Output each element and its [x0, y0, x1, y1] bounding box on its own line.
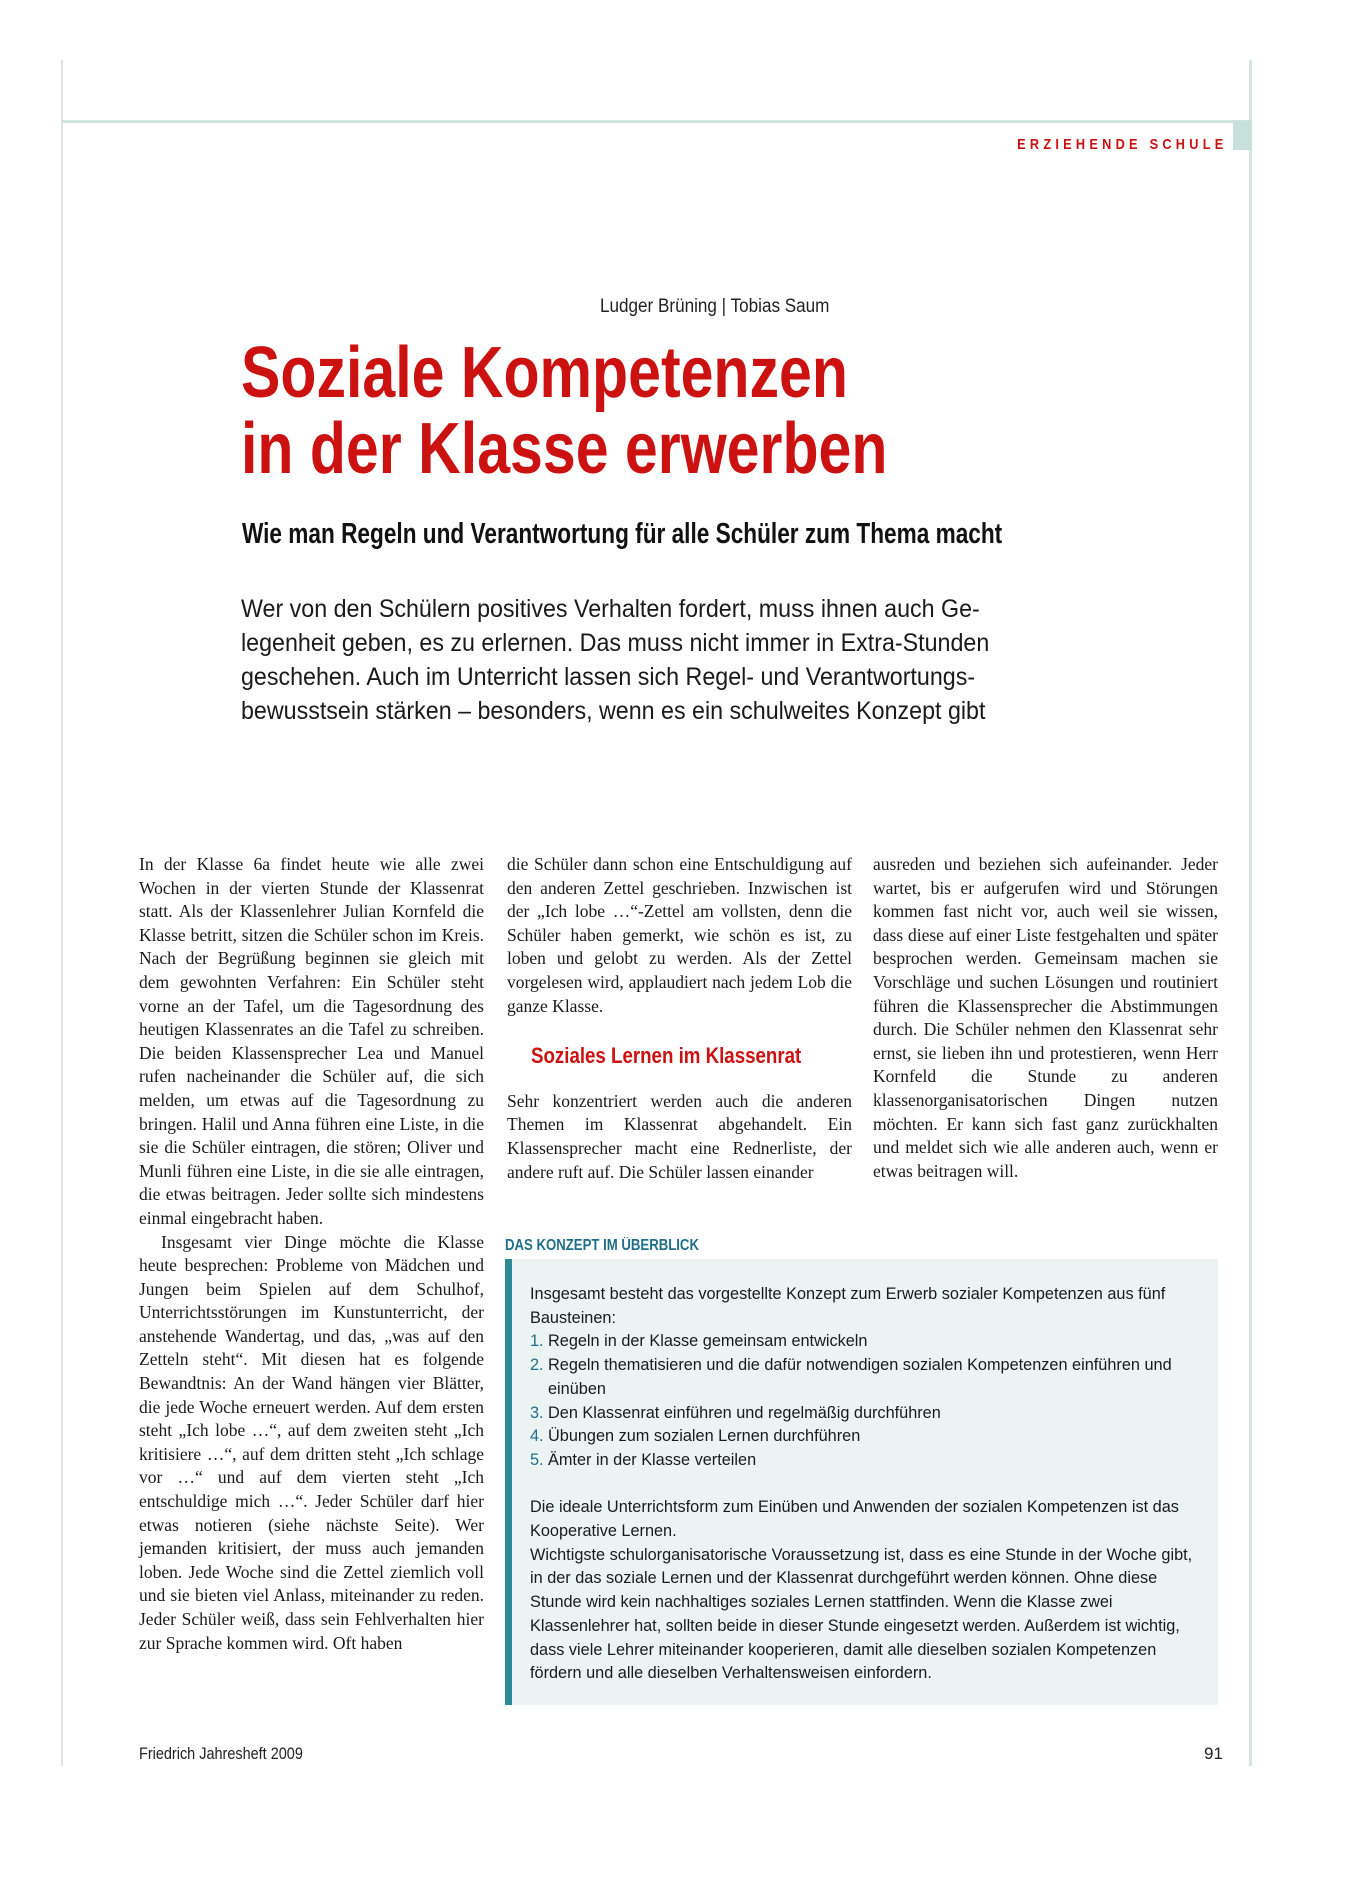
info-box-paragraph: Wichtigste schulorganisatorische Voraussetzung ist, dass es eine Stunde in der Woche gibt, in der das soziale Lernen und der Klassenrat durchgeführt werden können. Ohne diese Stunde wird kein nachhaltiges soziales Lernen stattfinden. Wenn die Klasse zwei Klassenlehrer hat, sollten beide in dieser Stunde eingesetzt werden. Außerdem ist wichtig, dass viele Lehrer miteinander kooperieren, damit alle dieselben sozialen Kompetenzen fördern und alle dieselben Verhaltensweisen einfordern. — [530, 1545, 1193, 1683]
lead-line: Wer von den Schülern positives Verhalten fordert, muss ihnen auch Ge- — [241, 595, 980, 623]
article-lead — [241, 592, 1022, 728]
list-number: 2. — [530, 1356, 544, 1375]
info-box-heading: DAS KONZEPT IM ÜBERBLICK — [505, 1237, 699, 1254]
header-rule — [62, 120, 1252, 123]
info-box-list — [530, 1330, 1198, 1472]
info-box-list-item — [530, 1425, 1198, 1449]
list-text: Regeln in der Klasse gemeinsam entwickeln — [548, 1332, 868, 1351]
body-column-3 — [873, 853, 1218, 1183]
section-tab-marker — [1233, 121, 1252, 150]
info-box-list-item — [530, 1449, 1198, 1473]
info-box-list-item — [530, 1402, 1198, 1426]
article-authors: Ludger Brüning | Tobias Saum — [600, 296, 830, 317]
title-line-1: Soziale Kompetenzen — [241, 333, 848, 413]
body-paragraph: die Schüler dann schon eine Entschuldigung auf den anderen Zettel geschrieben. Inzwischen ist der „Ich lobe …“-Zettel am vollsten, denn die Schüler haben gemerkt, wie schön es ist, zu loben und gelobt zu werden. Als der Zettel vorgelesen wird, applaudiert nach jedem Lob die ganze Klasse. — [507, 854, 852, 1016]
body-paragraph: Sehr konzentriert werden auch die anderen Themen im Klassenrat abgehandelt. Ein Klassensprecher macht eine Rednerliste, der andere ruft auf. Die Schüler lassen einander — [507, 1090, 852, 1182]
lead-line: legenheit geben, es zu erlernen. Das muss nicht immer in Extra-Stunden — [241, 629, 990, 657]
lead-line: geschehen. Auch im Unterricht lassen sich Regel- und Verantwortungs- — [241, 663, 976, 691]
page-frame-left-rule — [61, 60, 63, 1766]
list-text: Den Klassenrat einführen und regelmäßig durchführen — [548, 1403, 941, 1422]
info-box-list-item — [530, 1354, 1198, 1401]
lead-line: bewusstsein stärken – besonders, wenn es ein schulweites Konzept gibt — [241, 697, 986, 725]
info-box-intro: Insgesamt besteht das vorgestellte Konzept zum Erwerb sozialer Kompetenzen aus fünf Bausteinen: — [530, 1285, 1166, 1327]
page-frame-right-rule — [1249, 60, 1252, 1766]
body-paragraph: In der Klasse 6a findet heute wie alle zwei Wochen in der vierten Stunde der Klassenrat statt. Als der Klassenlehrer Julian Kornfeld die Klasse betritt, sitzen die Schüler schon im Kreis. Nach der Begrüßung beginnen sie gleich mit dem gewohnten Verfahren: Ein Schüler steht vorne an der Tafel, um die Tagesordnung des heutigen Klassenrates an die Tafel zu schreiben. Die beiden Klassensprecher Lea und Manuel rufen nacheinander die Schüler auf, die sich melden, um etwas auf die Tagesordnung zu bringen. Halil und Anna führen eine Liste, in die sie die Schüler eintragen, die stören; Oliver und Munli führen eine Liste, in die sie alle eintragen, die etwas beitragen. Jeder sollte sich mindestens einmal eingebracht haben. — [139, 854, 484, 1228]
list-number: 1. — [530, 1332, 544, 1351]
list-number: 3. — [530, 1403, 544, 1422]
list-text: Ämter in der Klasse verteilen — [548, 1450, 757, 1469]
section-label: ERZIEHENDE SCHULE — [1017, 136, 1228, 153]
article-subtitle: Wie man Regeln und Verantwortung für alle Schüler zum Thema macht — [242, 518, 1003, 550]
article-title — [241, 335, 887, 487]
footer-publication: Friedrich Jahresheft 2009 — [139, 1744, 303, 1763]
list-text: Übungen zum sozialen Lernen durchführen — [548, 1427, 861, 1446]
list-number: 5. — [530, 1450, 544, 1469]
body-paragraph: ausreden und beziehen sich aufeinander. Jeder wartet, bis er aufgerufen wird und Störungen kommen fast nicht vor, auch weil sie wissen, dass diese auf einer Liste festgehalten und später besprochen werden. Gemeinsam machen sie Vorschläge und suchen Lösungen und routiniert führen die Klassensprecher die Abstimmungen durch. Die Schüler nehmen den Klassenrat sehr ernst, sie lieben ihn und protestieren, wenn Herr Kornfeld die Stunde zu anderen klassenorganisatorischen Dingen nutzen möchten. Er kann sich fast ganz zurückhalten und meldet sich wie alle anderen auch, wenn er etwas beitragen will. — [873, 854, 1218, 1181]
info-box-paragraph: Die ideale Unterrichtsform zum Einüben und Anwenden der sozialen Kompetenzen ist das Kooperative Lernen. — [530, 1498, 1179, 1541]
section-subheading: Soziales Lernen im Klassenrat — [531, 1043, 802, 1069]
title-line-2: in der Klasse erwerben — [241, 409, 888, 489]
list-text: Regeln thematisieren und die dafür notwendigen sozialen Kompetenzen einführen und einüben — [548, 1356, 1172, 1398]
spacer — [530, 1473, 1198, 1497]
footer-page-number: 91 — [1204, 1744, 1223, 1763]
list-number: 4. — [530, 1427, 544, 1446]
info-box — [505, 1259, 1218, 1705]
body-column-2 — [507, 853, 852, 1184]
body-column-1 — [139, 853, 484, 1655]
info-box-list-item — [530, 1330, 1198, 1354]
body-paragraph: Insgesamt vier Dinge möchte die Klasse heute besprechen: Probleme von Mädchen und Jungen beim Spielen auf dem Schulhof, Unterrichtsstörungen im Kunstunterricht, der anstehende Wandertag, und das, „was auf den Zetteln steht“. Mit diesen hat es folgende Bewandtnis: An der Wand hängen vier Blätter, die jede Woche erneuert werden. Auf dem ersten steht „Ich lobe …“, auf dem zweiten steht „Ich kritisiere …“, auf dem dritten steht „Ich schlage vor …“ und auf dem vierten steht „Ich entschuldige mich …“. Jeder Schüler darf hier etwas notieren (siehe nächste Seite). Wer jemanden kritisiert, der muss auch jemanden loben. Jede Woche sind die Zettel ziemlich voll und sie bieten viel Anlass, miteinander zu reden. Jeder Schüler weiß, dass sein Fehlverhalten hier zur Sprache kommen wird. Oft haben — [139, 1231, 484, 1653]
